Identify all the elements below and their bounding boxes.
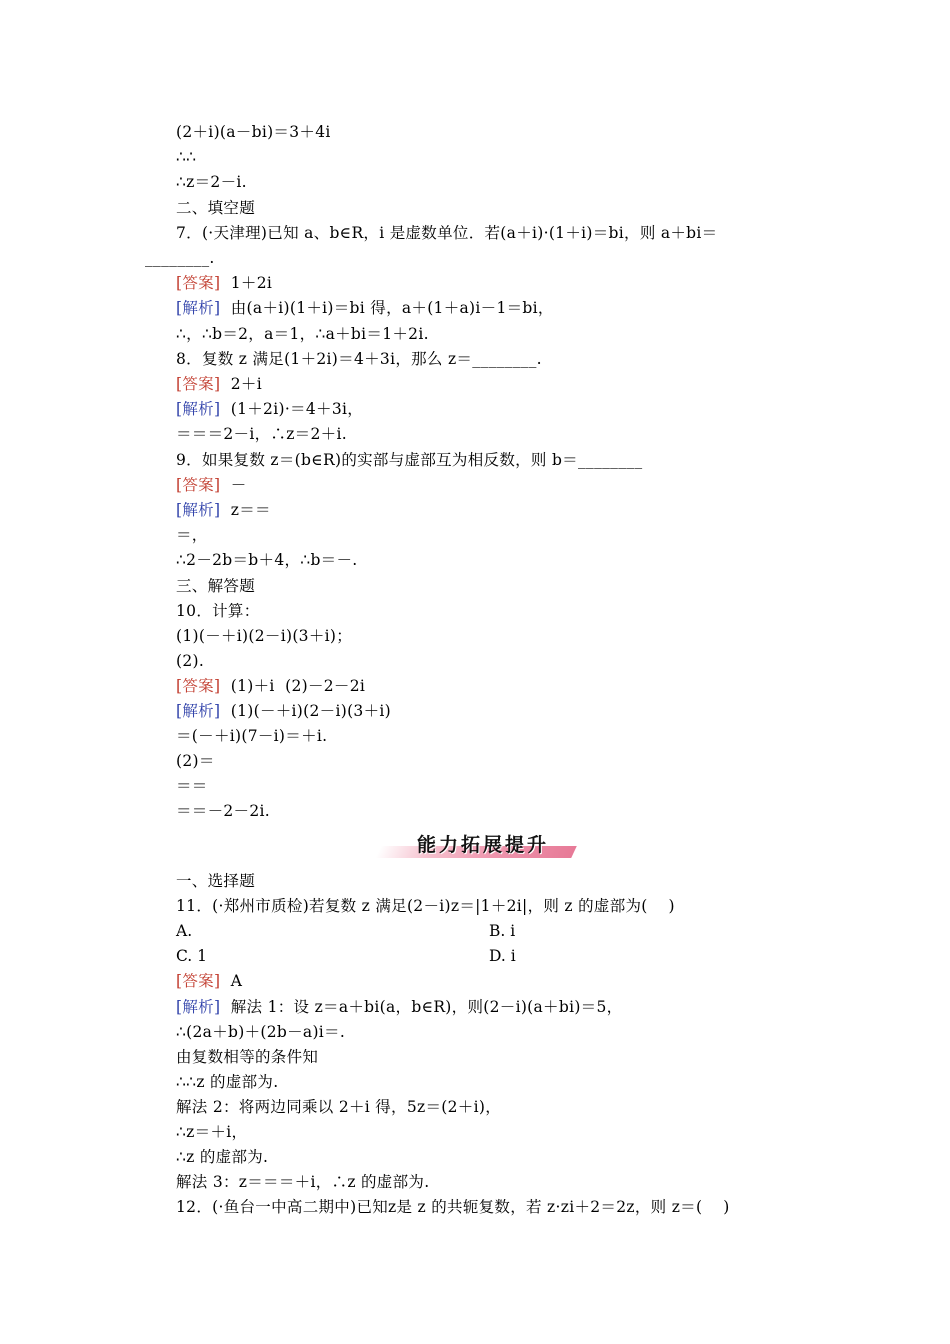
text-line: ∴(2a＋b)＋(2b－a)i＝. [176,1023,346,1041]
text-line: (2)＝ [176,752,215,770]
answer-line [176,970,242,992]
section-heading: 二、填空题 [176,199,256,217]
option-d: D. i [489,947,516,965]
text-line: ∴z＝2－i. [176,173,247,191]
option-b: B. i [489,922,516,940]
answer-text: 2＋i [220,375,262,393]
answer-text: A [220,972,243,990]
text-line: ∴2－2b＝b＋4，∴b＝－. [176,551,358,569]
text-line: ＝(－＋i)(7－i)＝＋i. [176,727,328,745]
answer-line [176,272,272,294]
answer-tag: [答案] [176,972,221,990]
analysis-line [176,297,554,319]
analysis-line [176,996,622,1018]
answer-tag: [答案] [176,677,221,695]
answer-blank: ________. [145,249,215,267]
analysis-tag: [解析] [176,998,221,1016]
text-line: ∴，∴b＝2，a＝1，∴a＋bi＝1＋2i. [176,325,429,343]
text-line: ＝＝＝2－i，∴z＝2＋i. [176,425,347,443]
text-line: ∴∴ [176,148,197,166]
answer-tag: [答案] [176,375,221,393]
question-11: 11．(·郑州市质检)若复数 z 满足(2－i)z＝|1＋2i|，则 z 的虚部为( ) [176,897,675,915]
analysis-text: 由(a＋i)(1＋i)＝bi 得，a＋(1＋a)i－1＝bi， [220,299,554,317]
answer-text: 1＋2i [220,274,273,292]
section-heading: 一、选择题 [176,872,256,890]
option-c: C. 1 [176,947,208,965]
text-line: (1)(－＋i)(2－i)(3＋i)； [176,627,353,645]
text-line: (2＋i)(a－bi)＝3＋4i [176,123,331,141]
text-line: 由复数相等的条件知 [176,1048,319,1066]
analysis-line [176,398,363,420]
question-9: 9．如果复数 z＝(b∈R)的实部与虚部互为相反数，则 b＝________ [176,451,643,469]
text-line: ＝＝ [176,777,208,795]
answer-tag: [答案] [176,274,221,292]
text-line: 解法 2：将两边同乘以 2＋i 得，5z＝(2＋i)， [176,1098,502,1116]
text-line: ∴∴z 的虚部为. [176,1073,279,1091]
text-line: (2). [176,652,205,670]
analysis-tag: [解析] [176,501,221,519]
analysis-tag: [解析] [176,299,221,317]
answer-tag: [答案] [176,476,221,494]
question-7: 7．(·天津理)已知 a、b∈R，i 是虚数单位．若(a＋i)·(1＋i)＝bi，则 a＋bi＝ [176,224,718,242]
analysis-text: (1)(－＋i)(2－i)(3＋i) [220,702,391,720]
text-line: ∴z＝＋i， [176,1123,248,1141]
answer-line [176,373,262,395]
analysis-text: z＝＝ [220,501,271,519]
answer-line [176,675,365,697]
analysis-tag: [解析] [176,400,221,418]
question-12: 12．(·鱼台一中高二期中)已知z是 z 的共轭复数，若 z·zi＋2＝2z，则 z＝( ) [176,1198,730,1216]
analysis-line [176,700,391,722]
analysis-line [176,499,271,521]
answer-text: － [220,476,247,494]
analysis-text: 解法 1：设 z＝a＋bi(a，b∈R)，则(2－i)(a＋bi)＝5， [220,998,623,1016]
question-8: 8．复数 z 满足(1＋2i)＝4＋3i，那么 z＝________. [176,350,542,368]
text-line: ∴z 的虚部为. [176,1148,269,1166]
section-banner [378,830,574,860]
answer-line [176,474,247,496]
analysis-tag: [解析] [176,702,221,720]
banner-title: 能力拓展提升 [416,834,549,856]
section-heading: 三、解答题 [176,577,256,595]
answer-text: (1)＋i (2)－2－2i [220,677,366,695]
text-line: 解法 3：z＝＝＝＋i，∴z 的虚部为. [176,1173,430,1191]
question-10: 10．计算： [176,602,260,620]
text-line: ＝＝－2－2i. [176,802,271,820]
analysis-text: (1＋2i)·＝4＋3i， [220,400,364,418]
text-line: ＝， [176,526,208,544]
option-a: A. [176,922,193,940]
